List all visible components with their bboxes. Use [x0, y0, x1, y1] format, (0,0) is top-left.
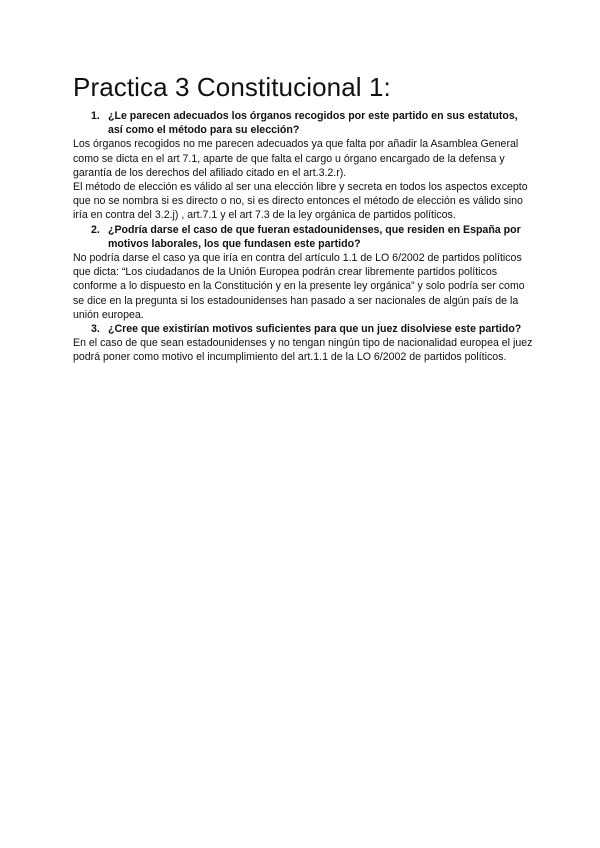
- question-2: [73, 223, 533, 251]
- question-text: ¿Le parecen adecuados los órganos recogidos por este partido en sus estatutos, así como el método para su elección?: [108, 110, 518, 137]
- question-text: ¿Cree que existirían motivos suficientes para que un juez disolviese este partido?: [108, 323, 522, 336]
- question-number: 2.: [91, 223, 100, 236]
- question-number: 3.: [91, 323, 100, 336]
- answer-paragraph: Los órganos recogidos no me parecen adecuados ya que falta por añadir la Asamblea General como se dicta en el art 7.1, aparte de que falta el cargo u órgano encargado de la defensa y garantía de los derechos del afiliado citado en el art.3.2.r).: [73, 138, 519, 179]
- page-title: Practica 3 Constitucional 1:: [73, 72, 391, 102]
- question-1: [73, 109, 533, 137]
- document-page: [73, 70, 533, 365]
- answer-paragraph: El método de elección es válido al ser una elección libre y secreta en todos los aspectos excepto que no se nombra si es directo o no, si es directo entonces el método de elección es válido sino iría en contra del 3.2.j) , art.7.1 y el art 7.3 de la ley orgánica de partidos políticos.: [73, 181, 528, 222]
- answer-paragraph: No podría darse el caso ya que iría en contra del artículo 1.1 de LO 6/2002 de partidos políticos que dicta: “Los ciudadanos de la Unión Europea podrán crear libremente partidos políticos conforme a lo dispuesto en la Constitución y en la presente ley orgánica” y solo podría ser como se dice en la pregunta si los estadounidenses han pasado a ser nacionales de algún país de la unión europea.: [73, 252, 525, 321]
- question-number: 1.: [91, 110, 100, 122]
- question-text: ¿Podría darse el caso de que fueran estadounidenses, que residen en España por motivos laborales, los que fundasen este partido?: [108, 223, 521, 250]
- question-3: [73, 322, 533, 336]
- answer-paragraph: En el caso de que sean estadounidenses y no tengan ningún tipo de nacionalidad europea el juez podrá poner como motivo el incumplimiento del art.1.1 de la LO 6/2002 de partidos políticos.: [73, 337, 533, 364]
